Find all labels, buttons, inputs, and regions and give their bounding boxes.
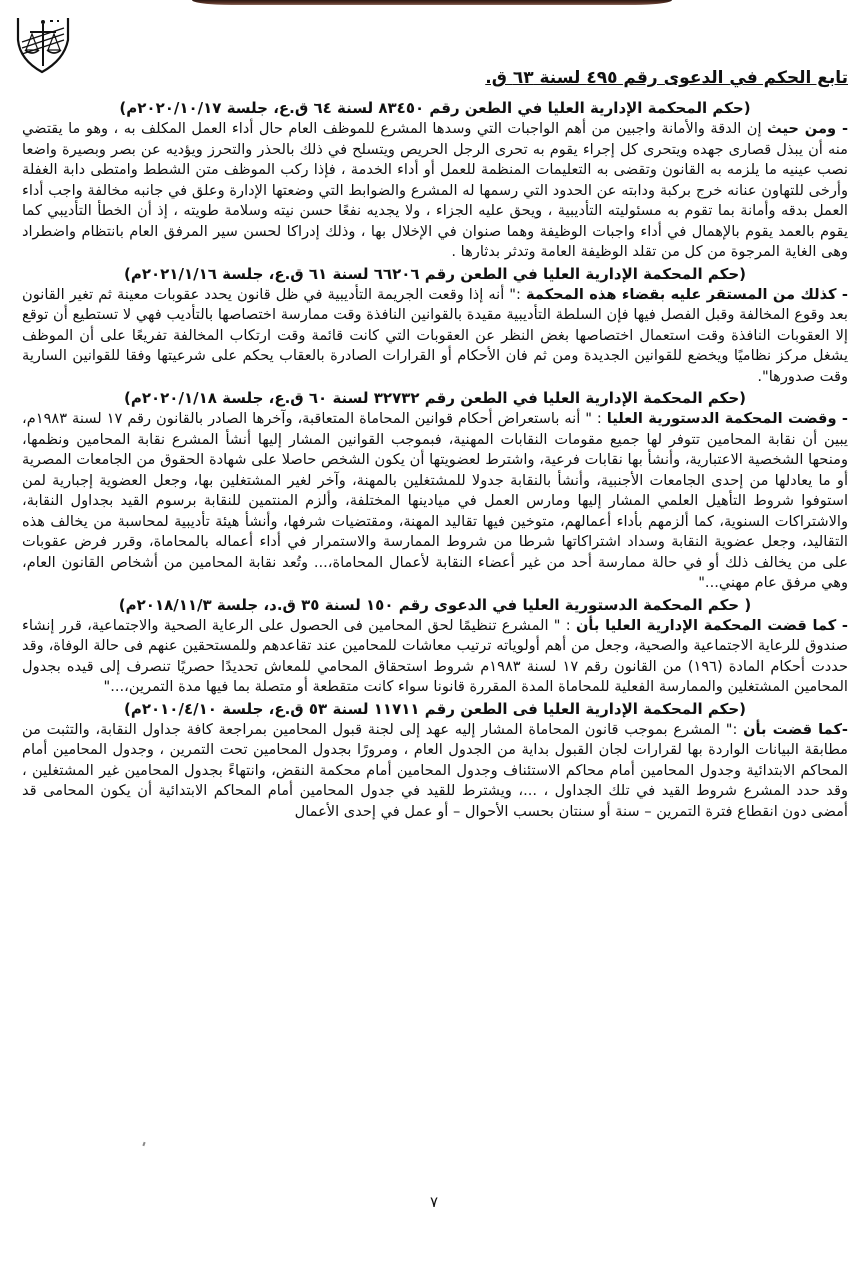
ruling-citation: (حكم المحكمة الإدارية العليا فى الطعن رقم ١١٧١١ لسنة ٥٣ ق.ع، جلسة ٢٠١٠/٤/١٠م) [123, 699, 746, 718]
paragraph-lead: - كما قضت المحكمة الإدارية العليا بأن [575, 616, 848, 634]
ruling-section [22, 699, 848, 823]
paragraph-body: : " أنه باستعراض أحكام قوانين المحاماة المتعاقبة، وآخرها الصادر بالقانون رقم ١٧ لسنة ١٩٨٣م، يبين أن نقابة المحامين تتوفر لها جميع مقومات النقابات المهنية، فبموجب القوانين المشار إليها أنشأ المشرع نقابة المحامين ونظمها، ومنحها الشخصية الاعتبارية، وأنشأ بها نقابات فرعية، واشترط لعضويتها أن يكون الشخص حاصلا على شهادة الحقوق من الجامعات المصرية أو ما يعادلها من إحدى الجامعات الأجنبية، وأنشأ بالنقابة جدولا للمشتغلين بالمهنة، وآخر لغير المشتغلين بها، وجعل العضوية إجبارية لمن استوفوا شروط التأهيل العلمي المشار إليها ومارس العمل في ميادينها المختلفة، وألزم المنتمين للنقابة برسوم القيد بجداول النقابة، والاشتراكات السنوية، كما ألزمهم بأداء أعمالهم، متوخين فيها تقاليد المهنة، ومقتضيات شرفها، وأنشأ هيئة تأديبية لمحاسبة من يخالف هذه التقاليد، وجعل عضوية النقابة وسداد اشتراكاتها شرطا من شروط الممارسة والاستمرار في أداء أعماله بالمحاماة، وقرر فرض عقوبات على من يخالف ذلك أو في حالة ممارسة أحد من غير أعضاء النقابة لأعمال المحاماة،... وتُعد نقابة المحامين من أشخاص القانون العام، وهي مرفق عام مهني..." [22, 410, 848, 591]
paragraph-lead: - ومن حيث [767, 120, 848, 137]
ruling-paragraph [22, 720, 848, 823]
ruling-section [22, 388, 848, 594]
ruling-paragraph [22, 285, 848, 388]
paragraph-body: :" أنه إذا وقعت الجريمة التأديبية في ظل قانون يحدد عقوبات معينة ثم تغير القانون بعد وقوع المخالفة وقبل الفصل فيها فإن السلطة التأديبية مقيدة بالقوانين النافذة وقت ممارسة اختصاصها بالتأديب فهي لا تستطيع أن توقع إلا العقوبات النافذة وقت استعمال اختصاصها بغض النظر عن العقوبات التي كانت قائمة وقت ارتكاب المخالفة تفريعًا على أن الموظف يشغل مركز نظاميًا ويخضع للقوانين الجديدة ومن ثم فان الأحكام أو القرارات الصادرة بالعقاب يحكم على شرعيتها وفقا للقوانين السارية وقت صدورها". [22, 285, 848, 385]
scan-artifact [142, 1142, 145, 1146]
document-title: تابع الحكم في الدعوى رقم ٤٩٥ لسنة ٦٣ ق. [485, 68, 848, 88]
document-page [22, 66, 848, 822]
paragraph-lead: - كذلك من المستقر عليه بقضاء هذه المحكمة [525, 285, 848, 303]
ruling-citation: (حكم المحكمة الإدارية العليا في الطعن رقم ٨٣٤٥٠ لسنة ٦٤ ق.ع، جلسة ٢٠٢٠/١٠/١٧م) [119, 99, 751, 117]
paragraph-body: :" المشرع بموجب قانون المحاماة المشار إليه عهد إلى لجنة قبول المحامين بمراجعة كافة جداول النقابة، والتثبت من مطابقة البيانات الواردة بها لقرارات لجان القبول بداية من الجدول العام ، ومرورًا بجدول المحامين تحت التمرين ، وجدول المحامين أمام المحاكم الابتدائية وجدول المحامين أمام محاكم الاستئناف وجدول المحامين أمام محكمة النقض، وانتهاءً بجدول المحامين غير المشتغلين ، وقد حدد المشرع شروط القيد في تلك الجداول ، ...، ويشترط للقيد في جدول المحامين أمام المحاكم الابتدائية أن يكون المحامى قد أمضى دون انقطاع فترة التمرين – سنة أو سنتان بحسب الأحوال – أو عمل في إحدى الأعمال [22, 720, 848, 820]
page-number: ٧ [429, 1193, 439, 1211]
ruling-citation: (حكم المحكمة الإدارية العليا في الطعن رقم ٦٦٢٠٦ لسنة ٦١ ق.ع، جلسة ٢٠٢١/١/١٦م) [123, 264, 746, 283]
paragraph-body: : " المشرع تنظيمًا لحق المحامين فى الحصول على الرعاية الصحية والاجتماعية، قرر إنشاء صندوق للرعاية الاجتماعية والصحية، وجعل من أهم أولوياته ترتيب معاشات للمحامين عند تقاعدهم وللمستحقين عنهم فى حالة الوفاة، وقد حددت أحكام المادة (١٩٦) من القانون رقم ١٧ لسنة ١٩٨٣م شروط استحقاق المحامي للمعاش تحديدًا حصريًا تنصرف إلى قيده بجدول المحامين المشتغلين والممارسة الفعلية للمحاماة المدة المقررة قانونا سواء كانت متقطعة أو متصلة بما فيها مدة التمرين،..." [22, 616, 848, 695]
ruling-paragraph [22, 409, 848, 594]
paragraph-lead: -كما قضت بأن [743, 720, 848, 738]
paragraph-body: إن الدقة والأمانة واجبين من أهم الواجبات التي وسدها المشرع للموظف العام حال أداء العمل المكلف به ، وهو ما يقتضي منه أن يبذل قصارى جهده ويتحرى كل إجراء يقوم به تحرى الرجل الحريص ويتسلح في ذلك بالحذر والتحرز ويؤديه عن بصر وبصيرة واضعا نصب عينيه ما يلزمه به القانون وتقضى به التعليمات المنظمة للعمل أو أداء الخدمة ، فإذا ركب الموظف متن الشطط وامتطى دابة الغفلة وأرخى للتهاون عنانه خرج بركبة ودابته عن الحدود التي رسمها له المشرع والضوابط التي وضعتها الإدارة وعلق في جانبه مخالفة واجب أداء العمل بدقه وأمانة بما تقوم به مسئوليته التأديبية ، ويحق عليه الجزاء ، ولا يجديه نفعًا حسن نيته وسلامة طويته ، إذ أن الخطأ التأديبي كما يقوم بالعمد يقوم بالإهمال في أداء واجبات الوظيفة وهما صنوان في الإخلال بها ، وذلك إدراكا لحسن سير المرفق العام بانتظام واضطراد وهى الغاية المرجوة من كل من تقلد الوظيفة العامة وتدثر بدثارها . [22, 120, 848, 260]
ruling-citation: ( حكم المحكمة الدستورية العليا في الدعوى رقم ١٥٠ لسنة ٣٥ ق.د، جلسة ٢٠١٨/١١/٣م) [118, 595, 752, 614]
ruling-section [22, 595, 848, 698]
top-edge-decoration [192, 0, 672, 5]
ruling-section [22, 98, 848, 263]
paragraph-lead: - وقضت المحكمة الدستورية العليا [606, 410, 848, 427]
ruling-paragraph [22, 119, 848, 263]
ruling-citation: (حكم المحكمة الإدارية العليا في الطعن رقم ٣٢٧٣٢ لسنة ٦٠ ق.ع، جلسة ٢٠٢٠/١/١٨م) [123, 389, 746, 407]
ruling-paragraph [22, 616, 848, 698]
ruling-section [22, 264, 848, 388]
